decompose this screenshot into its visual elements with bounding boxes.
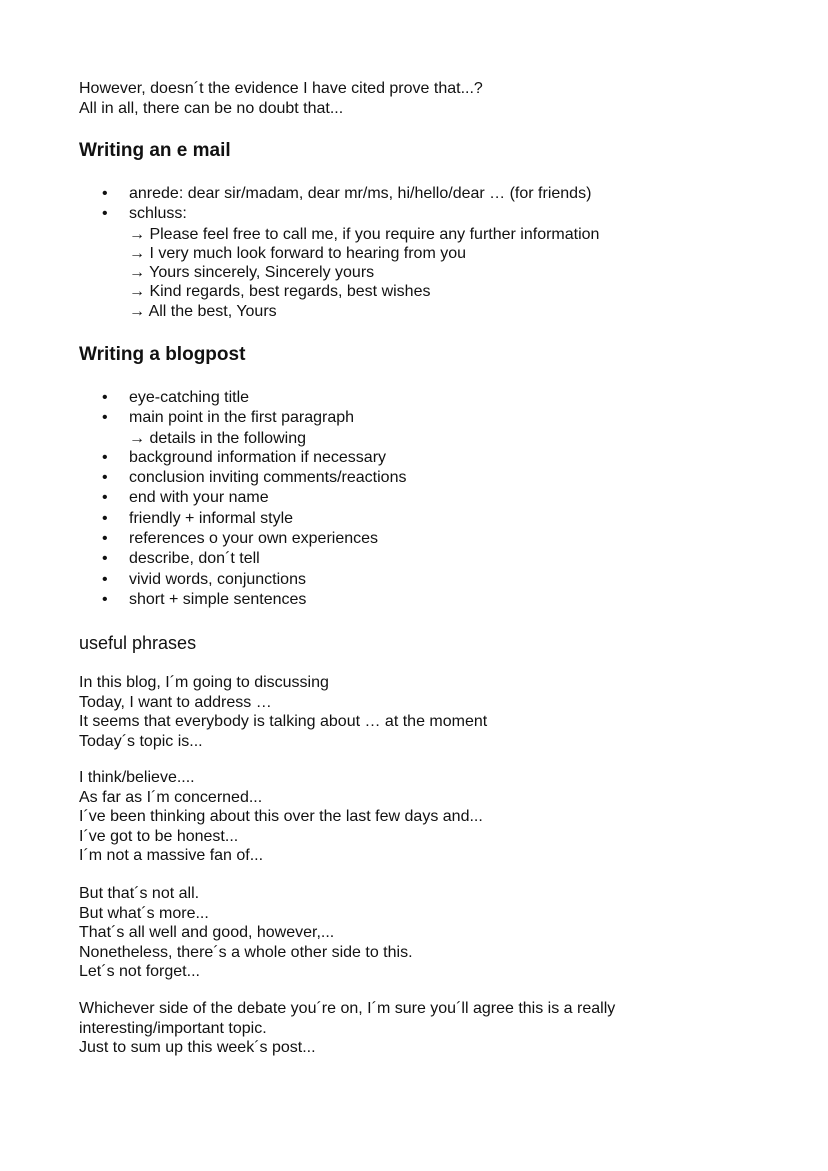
phrase-line: That´s all well and good, however,... (79, 924, 335, 941)
bullet-icon: • (102, 448, 108, 466)
phrase-line: I´ve got to be honest... (79, 827, 239, 845)
phrase-line: Let´s not forget... (79, 963, 200, 980)
list-item (79, 448, 406, 468)
list-item-text: describe, don´t tell (129, 550, 260, 568)
list-item-text: vivid words, conjunctions (129, 570, 306, 588)
bullet-icon: • (102, 590, 108, 608)
bullet-icon: • (102, 550, 108, 568)
phrase-line: interesting/important topic. (79, 1019, 267, 1037)
phrase-line: But that´s not all. (79, 885, 200, 902)
list-item (79, 590, 406, 610)
phrase-line: Just to sum up this week´s post... (79, 1039, 316, 1056)
phrase-line: But what´s more... (79, 904, 209, 922)
blog-heading: Writing a blogpost (79, 344, 246, 365)
list-item (79, 408, 406, 428)
list-item-text: short + simple sentences (129, 590, 307, 608)
list-item (79, 468, 406, 488)
bullet-icon: • (102, 530, 108, 548)
list-item (79, 509, 406, 529)
bullet-icon: • (102, 389, 108, 406)
phrase-line: Nonetheless, there´s a whole other side to this. (79, 943, 413, 961)
phrase-group-opinion (79, 768, 483, 866)
bullet-icon: • (102, 570, 108, 588)
list-item-text: references o your own experiences (129, 530, 379, 548)
list-item-text: main point in the first paragraph (129, 409, 355, 427)
phrase-group-opening (79, 673, 487, 751)
sub-item: → Yours sincerely, Sincerely yours (129, 264, 375, 282)
useful-phrases-title: useful phrases (79, 633, 197, 653)
bullet-icon: • (102, 509, 108, 527)
phrase-group-contrast (79, 884, 413, 982)
list-item-text: conclusion inviting comments/reactions (129, 469, 407, 487)
list-item (79, 184, 599, 204)
intro-lines (79, 79, 483, 118)
list-item (79, 488, 406, 508)
phrase-line: I think/believe.... (79, 769, 195, 786)
email-heading: Writing an e mail (79, 140, 231, 161)
phrase-group-closing (79, 999, 615, 1058)
phrase-line: Today´s topic is... (79, 732, 203, 750)
phrase-line: Whichever side of the debate you´re on, I´m sure you´ll agree this is a really (79, 1000, 616, 1017)
list-item-text: background information if necessary (129, 448, 387, 466)
list-item-text: friendly + informal style (129, 509, 294, 527)
list-item (79, 204, 599, 224)
bullet-icon: • (102, 489, 108, 507)
list-item-text: end with your name (129, 489, 269, 507)
intro-line: However, doesn´t the evidence I have cited prove that...? (79, 80, 483, 97)
sub-item: → I very much look forward to hearing from you (129, 244, 467, 262)
phrase-line: As far as I´m concerned... (79, 788, 263, 806)
bullet-icon: • (102, 469, 108, 487)
list-item-text: anrede: dear sir/madam, dear mr/ms, hi/hello/dear … (for friends) (129, 185, 592, 202)
list-item (79, 388, 406, 408)
list-item (79, 549, 406, 569)
bullet-icon: • (102, 185, 108, 202)
bullet-icon: • (102, 205, 108, 223)
sub-item: → Please feel free to call me, if you require any further information (129, 225, 600, 243)
bullet-icon: • (102, 409, 108, 427)
blog-list (79, 388, 406, 610)
phrase-line: I´m not a massive fan of... (79, 847, 264, 864)
phrase-line: Today, I want to address … (79, 693, 272, 711)
list-item-text: schluss: (129, 205, 187, 223)
phrase-line: It seems that everybody is talking about … at the moment (79, 713, 488, 730)
list-item (79, 570, 406, 590)
phrase-line: I´ve been thinking about this over the last few days and... (79, 808, 483, 825)
list-item (79, 529, 406, 549)
intro-line: All in all, there can be no doubt that... (79, 99, 344, 117)
sub-item: → details in the following (129, 429, 306, 447)
email-list (79, 184, 599, 321)
phrase-line: In this blog, I´m going to discussing (79, 674, 329, 691)
sub-item: → Kind regards, best regards, best wishes (129, 283, 431, 301)
list-item-text: eye-catching title (129, 389, 250, 406)
sub-item: → All the best, Yours (129, 302, 277, 320)
